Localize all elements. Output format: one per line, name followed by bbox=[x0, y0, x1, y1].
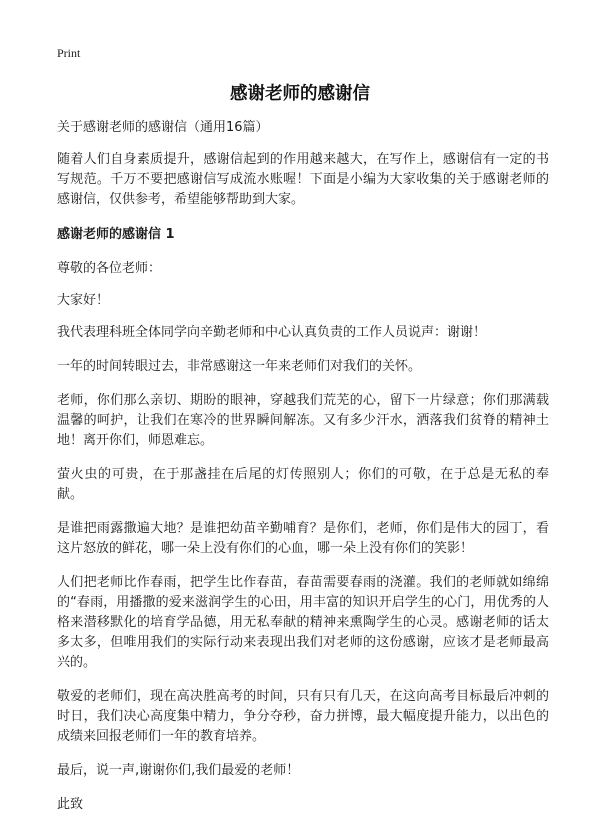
body-paragraph: 敬爱的老师们，现在高决胜高考的时间，只有只有几天，在这向高考目标最后冲刺的时日，我们决心高度集中精力，争分夺秒，奋力拼博，最大幅度提升能力，以出色的成绩来回报老师们一年的教育培养。 bbox=[57, 689, 549, 744]
letter-greeting: 尊敬的各位老师： bbox=[57, 261, 162, 276]
letter-closing: 此致 bbox=[57, 797, 84, 812]
body-paragraph: 一年的时间转眼过去，非常感谢这一年来老师们对我们的关怀。 bbox=[57, 359, 422, 374]
intro-paragraph: 随着人们自身素质提升，感谢信起到的作用越来越大，在写作上，感谢信有一定的书写规范。千万不要把感谢信写成流水账喔！下面是小编为大家收集的关于感谢老师的感谢信，仅供参考，希望能够帮助到大家。 bbox=[57, 152, 549, 207]
body-paragraph: 人们把老师比作春雨，把学生比作春苗，春苗需要春雨的浇灌。我们的老师就如绵绵的“春雨，用播撒的爱来滋润学生的心田，用丰富的知识开启学生的心门，用优秀的人格来潜移默化的培育学品德，用无私奉献的精神来熏陶学生的心灵。感谢老师的话太多太多，但唯用我们的实际行动来表现出我们对老师的这份感谢，应该才是老师最高兴的。 bbox=[57, 575, 549, 670]
body-paragraph: 我代表理科班全体同学向辛勤老师和中心认真负责的工作人员说声：谢谢！ bbox=[57, 325, 487, 340]
page-title: 感谢老师的感谢信 bbox=[230, 84, 370, 104]
print-link[interactable]: Print bbox=[57, 46, 81, 60]
letter-salutation: 大家好！ bbox=[57, 293, 110, 308]
body-paragraph: 最后，说一声,谢谢你们,我们最爱的老师！ bbox=[57, 763, 300, 778]
document-subtitle: 关于感谢老师的感谢信（通用16篇） bbox=[57, 120, 269, 135]
body-paragraph: 是谁把雨露撒遍大地？是谁把幼苗辛勤哺育？是你们，老师，你们是伟大的园丁，看这片怒放的鲜花，哪一朵上没有你们的心血，哪一朵上没有你们的笑影！ bbox=[57, 521, 549, 556]
body-paragraph: 老师，你们那么亲切、期盼的眼神，穿越我们荒芜的心，留下一片绿意；你们那满载温馨的呵护，让我们在寒冷的世界瞬间解冻。又有多少汗水，洒落我们贫脊的精神土地！离开你们，师恩难忘。 bbox=[57, 393, 549, 448]
document-body bbox=[57, 118, 549, 829]
section-heading: 感谢老师的感谢信 1 bbox=[57, 227, 175, 242]
body-paragraph: 萤火虫的可贵，在于那盏挂在后尾的灯传照别人；你们的可敬，在于总是无私的奉献。 bbox=[57, 467, 549, 502]
